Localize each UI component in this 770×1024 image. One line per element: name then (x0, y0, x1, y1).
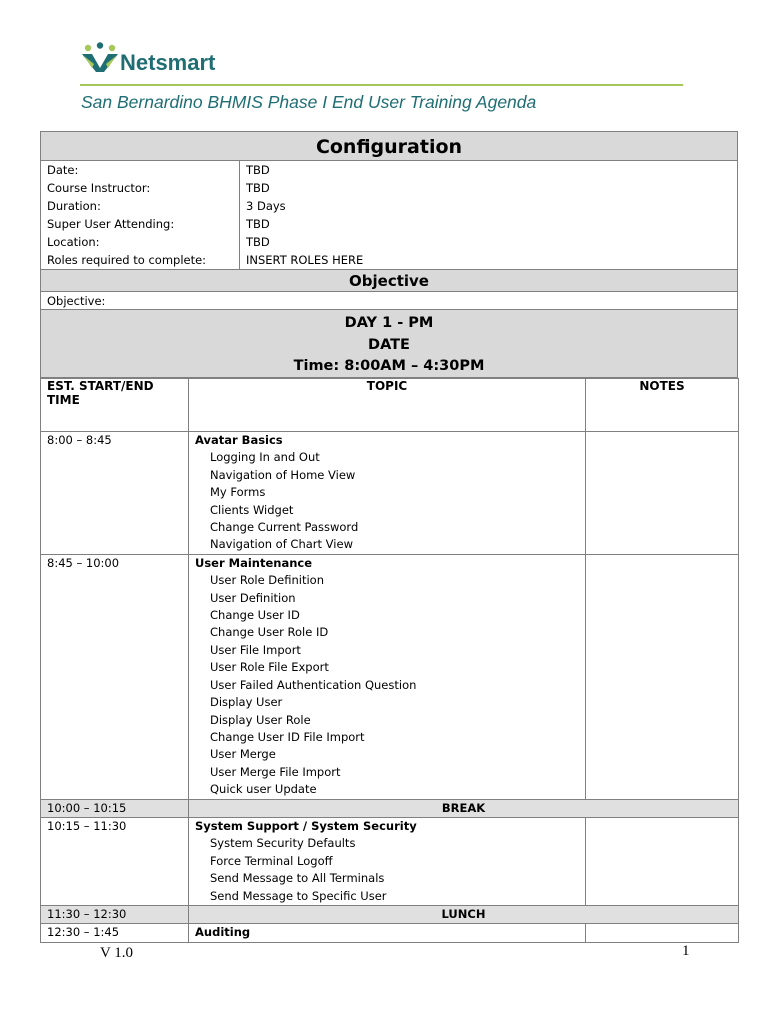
netsmart-figures-icon (80, 42, 120, 76)
topic-item: User Role File Export (210, 660, 329, 675)
topic-title: User Maintenance (195, 555, 313, 570)
break-row (41, 799, 739, 817)
topic-item: User Definition (210, 590, 296, 605)
topic-item: My Forms (210, 485, 266, 500)
info-value: TBD (246, 217, 270, 231)
day-time: Time: 8:00AM – 4:30PM (293, 358, 485, 374)
info-label: Roles required to complete: (41, 251, 240, 269)
topic-item: System Security Defaults (210, 836, 356, 851)
col-header-time: EST. START/END TIME (41, 379, 189, 432)
info-label: Location: (41, 233, 240, 251)
topic-item: Change User ID File Import (210, 729, 365, 744)
schedule-header-row (41, 379, 739, 432)
time-cell: 10:00 – 10:15 (41, 799, 189, 817)
lunch-row (41, 905, 739, 923)
table-row (41, 924, 739, 942)
info-value: TBD (246, 235, 270, 249)
info-value: TBD (246, 163, 270, 177)
topic-item: Quick user Update (210, 782, 317, 797)
objective-heading: Objective (40, 270, 738, 292)
topic-item: Change User ID (210, 608, 300, 623)
table-row (41, 554, 739, 799)
topic-item: Logging In and Out (210, 450, 320, 465)
time-cell: 10:15 – 11:30 (41, 817, 189, 905)
notes-cell (586, 554, 739, 799)
topic-item: Navigation of Home View (210, 467, 356, 482)
info-row-date (41, 161, 737, 179)
topic-cell (189, 432, 586, 555)
notes-cell (586, 817, 739, 905)
info-label: Date: (41, 161, 240, 179)
page-number: 1 (682, 943, 690, 959)
time-cell: 8:00 – 8:45 (41, 432, 189, 555)
topic-item: Change Current Password (210, 520, 359, 535)
configuration-heading: Configuration (40, 131, 738, 161)
agenda-title: San Bernardino BHMIS Phase I End User Training Agenda (81, 92, 537, 112)
time-cell: 12:30 – 1:45 (41, 924, 189, 942)
info-label: Duration: (41, 197, 240, 215)
topic-item: User File Import (210, 642, 301, 657)
notes-cell (586, 432, 739, 555)
topic-item: Force Terminal Logoff (210, 853, 333, 868)
info-row-instructor (41, 179, 737, 197)
configuration-info (40, 161, 738, 270)
info-row-super-user (41, 215, 737, 233)
col-header-topic: TOPIC (189, 379, 586, 432)
break-label: BREAK (189, 799, 739, 817)
info-label: Super User Attending: (41, 215, 240, 233)
time-cell: 8:45 – 10:00 (41, 554, 189, 799)
info-row-duration (41, 197, 737, 215)
topic-title: Auditing (195, 925, 251, 940)
topic-cell (189, 554, 586, 799)
header-rule (80, 84, 683, 86)
topic-item: User Role Definition (210, 573, 324, 588)
version-label: V 1.0 (100, 945, 134, 961)
lunch-label: LUNCH (189, 905, 739, 923)
time-cell: 11:30 – 12:30 (41, 905, 189, 923)
table-row (41, 817, 739, 905)
info-value: 3 Days (246, 199, 286, 213)
logo-wordmark: Netsmart (120, 50, 216, 75)
info-label: Course Instructor: (41, 179, 240, 197)
topic-item: Change User Role ID (210, 625, 329, 640)
notes-cell (586, 924, 739, 942)
topic-item: Clients Widget (210, 502, 294, 517)
topic-item: Navigation of Chart View (210, 537, 353, 552)
topic-item: Send Message to All Terminals (210, 871, 385, 886)
topic-item: Display User (210, 695, 283, 710)
topic-item: User Merge File Import (210, 764, 341, 779)
objective-row: Objective: (40, 292, 738, 310)
info-value: INSERT ROLES HERE (246, 253, 364, 267)
agenda-document (40, 131, 738, 943)
topic-item: User Merge (210, 747, 276, 762)
table-row (41, 432, 739, 555)
topic-cell (189, 817, 586, 905)
topic-item: User Failed Authentication Question (210, 677, 417, 692)
topic-cell (189, 924, 586, 942)
schedule-table (40, 378, 739, 943)
col-header-notes: NOTES (586, 379, 739, 432)
topic-item: Send Message to Specific User (210, 888, 387, 903)
info-value: TBD (246, 181, 270, 195)
info-row-location (41, 233, 737, 251)
day-date: DATE (368, 336, 410, 353)
topic-title: Avatar Basics (195, 433, 283, 447)
netsmart-logo (80, 42, 260, 82)
topic-item: Display User Role (210, 712, 311, 727)
day-heading (40, 310, 738, 378)
topic-title: System Support / System Security (195, 818, 417, 833)
info-row-roles (41, 251, 737, 269)
day-title: DAY 1 - PM (344, 315, 434, 331)
